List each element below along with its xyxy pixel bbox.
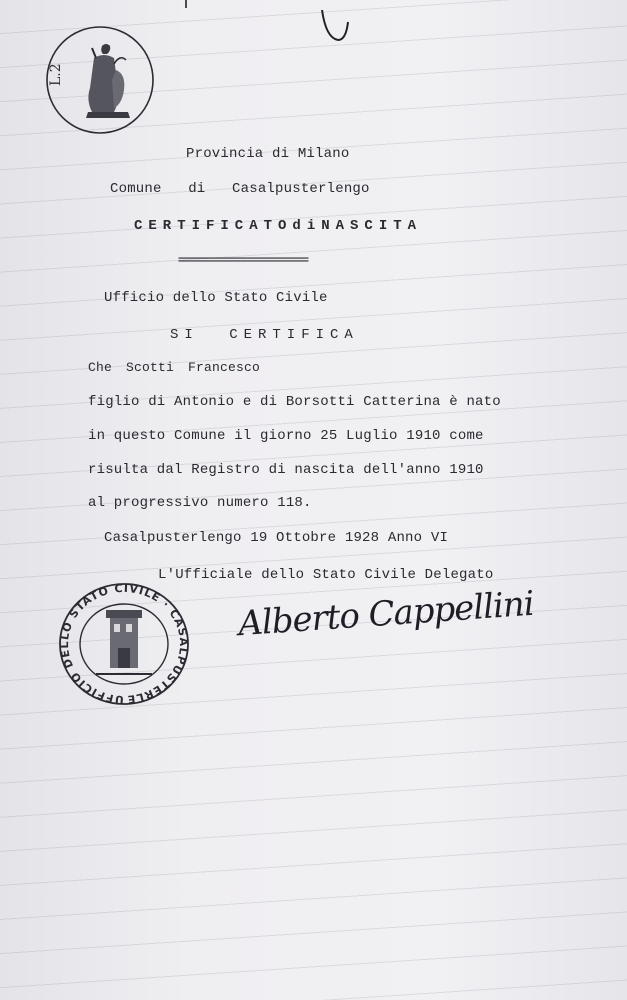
register-line: risulta dal Registro di nascita dell'anno 1910 [88,462,484,478]
birth-date-line: in questo Comune il giorno 25 Luglio 1910 come [88,428,484,444]
progressive-number-line: al progressivo numero 118. [88,495,312,511]
pen-tick [183,0,189,10]
fiscal-stamp [44,24,156,136]
subject-line: Che Scotti Francesco [88,360,261,375]
signature: Alberto Cappellini [236,583,535,645]
office-line: Ufficio dello Stato Civile [104,290,328,306]
comune-line: Comune di Casalpusterlengo [110,181,370,197]
civil-registry-seal [50,568,192,708]
pen-mark [318,8,358,48]
province-line: Provincia di Milano [186,146,350,162]
title-rule: ========================== [178,256,309,267]
certificate-title: CERTIFICATOdiNASCITA [134,218,423,234]
stamp-text: L.2 [48,63,64,86]
seal-text: UFFICIO DELLO STATO CIVILE · CASALPUSTERLENGO · [50,568,191,707]
parents-line: figlio di Antonio e di Borsotti Catterina è nato [88,394,501,410]
official-title: L'Ufficiale dello Stato Civile Delegato [158,567,494,583]
place-date-line: Casalpusterlengo 19 Ottobre 1928 Anno VI [104,530,449,546]
si-certifica-heading: SI CERTIFICA [170,327,359,343]
